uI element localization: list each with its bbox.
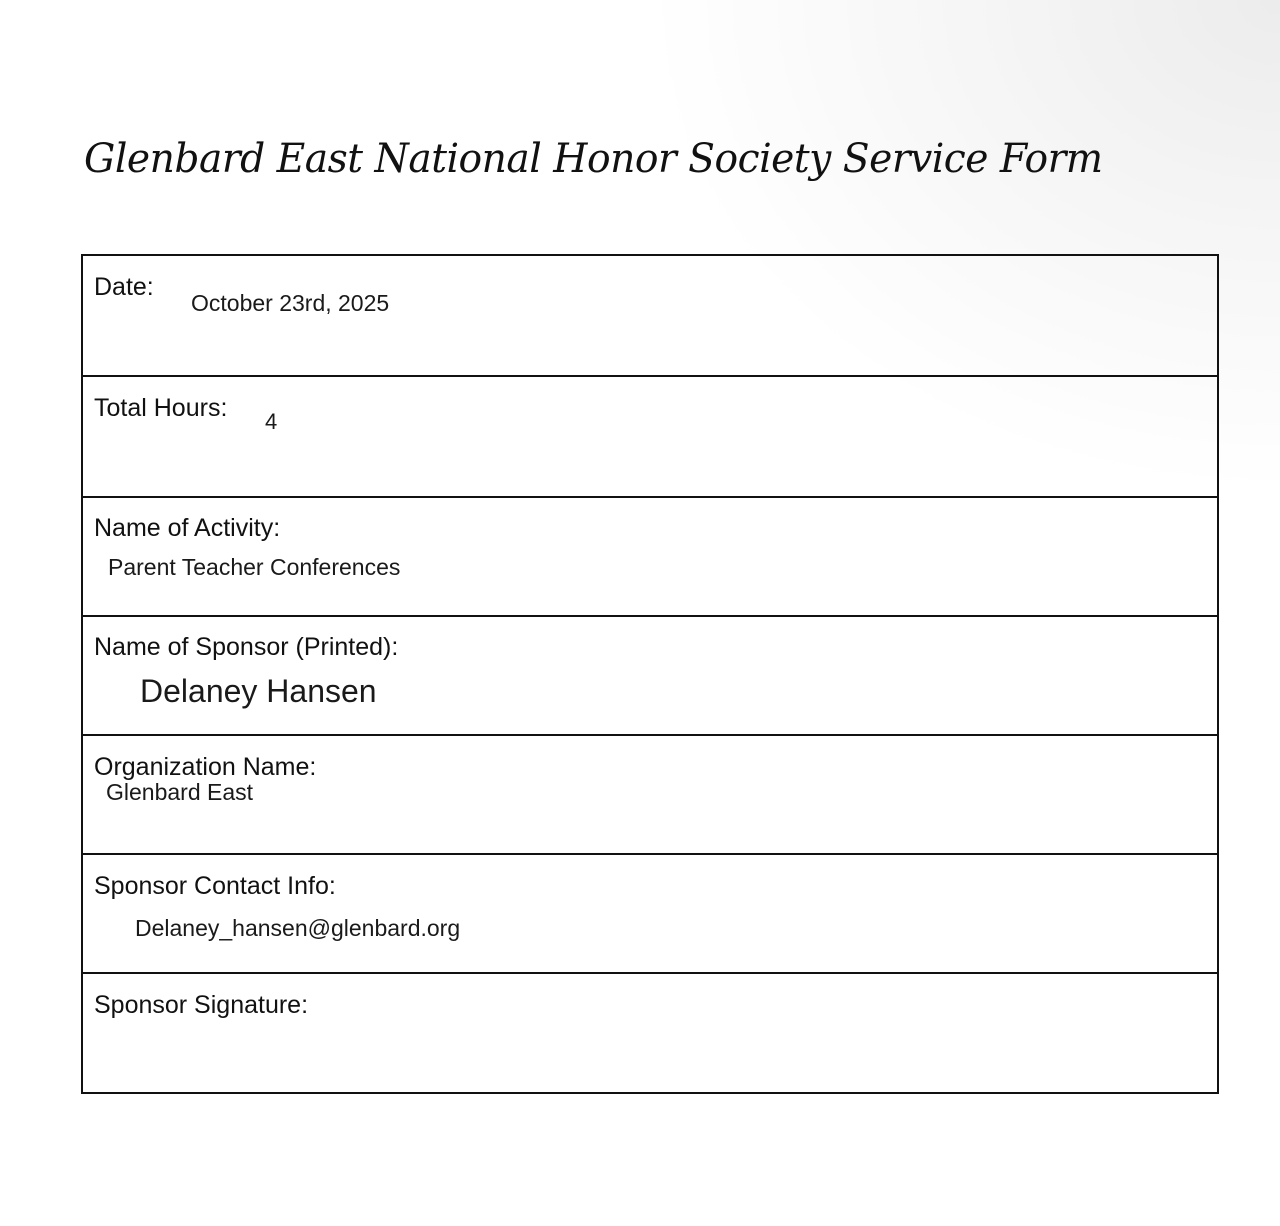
contact-row bbox=[83, 853, 1217, 972]
signature-label: Sponsor Signature: bbox=[94, 991, 309, 1019]
date-label: Date: bbox=[94, 273, 154, 301]
date-row bbox=[83, 256, 1217, 375]
total-hours-row bbox=[83, 375, 1217, 496]
organization-label: Organization Name: bbox=[94, 753, 317, 781]
sponsor-name-row bbox=[83, 615, 1217, 734]
sponsor-name-label: Name of Sponsor (Printed): bbox=[94, 633, 399, 661]
date-value[interactable]: October 23rd, 2025 bbox=[191, 290, 390, 316]
activity-label: Name of Activity: bbox=[94, 514, 281, 542]
activity-row bbox=[83, 496, 1217, 615]
total-hours-value[interactable]: 4 bbox=[265, 409, 278, 434]
organization-value[interactable]: Glenbard East bbox=[106, 779, 254, 805]
form-title: Glenbard East National Honor Society Service Form bbox=[84, 136, 1103, 182]
signature-row bbox=[83, 972, 1217, 1092]
contact-label: Sponsor Contact Info: bbox=[94, 872, 336, 900]
organization-row bbox=[83, 734, 1217, 853]
service-form-table bbox=[81, 254, 1219, 1094]
activity-value[interactable]: Parent Teacher Conferences bbox=[108, 554, 401, 580]
total-hours-label: Total Hours: bbox=[94, 394, 228, 422]
contact-value[interactable]: Delaney_hansen@glenbard.org bbox=[135, 915, 461, 941]
sponsor-name-value[interactable]: Delaney Hansen bbox=[140, 673, 377, 709]
